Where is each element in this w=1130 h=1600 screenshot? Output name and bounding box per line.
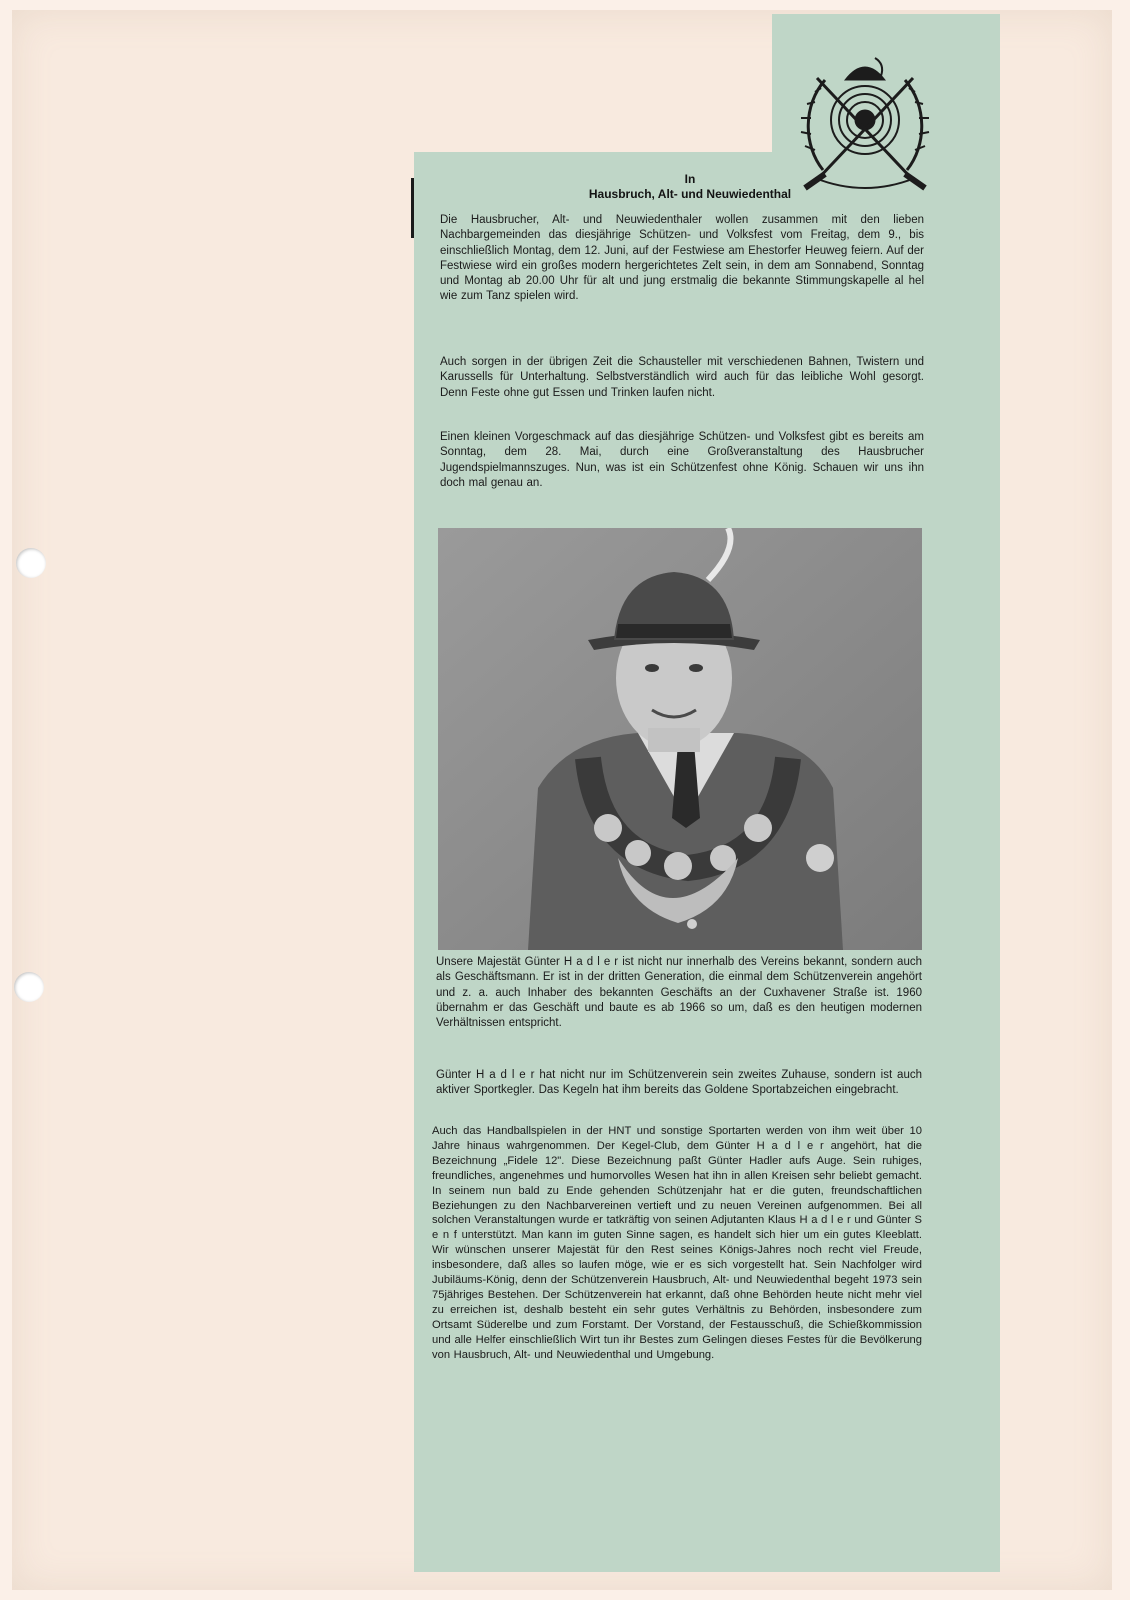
paragraph-sport: Günter H a d l e r hat nicht nur im Schützenverein sein zweites Zuhause, sondern ist auch aktiver Sportkegler. Das Kegeln hat ihm bereits das Goldene Sportabzeichen eingebracht. bbox=[436, 1069, 922, 1097]
article-headline bbox=[440, 172, 940, 202]
clipping-edge-line bbox=[411, 178, 414, 238]
paragraph-preview: Einen kleinen Vorgeschmack auf das diesjährige Schützen- und Volksfest gibt es bereits am Sonntag, dem 28. Mai, durch eine Großveranstaltung des Hausbrucher Jugendspielmannszuges. Nun, was ist ein Schützenfest ohne König. Schauen wir uns ihn doch mal genau an. bbox=[440, 431, 924, 489]
paragraph-intro: Die Hausbrucher, Alt- und Neuwiedenthaler wollen zusammen mit den lieben Nachbargemeinden das diesjährige Schützen- und Volksfest vom Freitag, dem 9., bis einschließlich Montag, dem 12. Juni, auf der Festwiese am Ehestorfer Heuweg feiern. Auf der Festwiese wird ein großes modern hergerichtetes Zelt sein, in dem am Sonnabend, Sonntag und Montag ab 20.00 Uhr für alt und jung erstmalig die bekannte Stimmungskapelle al hel wie zum Tanz spielen wird. bbox=[440, 214, 924, 303]
paragraph-closing: Auch das Handballspielen in der HNT und sonstige Sportarten werden von ihm weit über 10 Jahre hinaus wahrgenommen. Der Kegel-Club, dem Günter H a d l e r angehört, hat die Bezeichnung „Fidele 12". Diese Bezeichnung paßt Günter Hadler aufs Auge. Sein ruhiges, freundliches, angenehmes und humorvolles Wesen hat ihn in allen Kreisen sehr beliebt gemacht. In seinem nun bald zu Ende gehenden Schützenjahr hat er die guten, freundschaftlichen Beziehungen zu den Nachbarvereinen vertieft und zu neuen Vereinen aufgenommen. Bei all solchen Veranstaltungen wurde er tatkräftig von seinen Adjutanten Klaus H a d l e r und Günter S e n f unterstützt. Man kann im guten Sinne sagen, es handelt sich hier um ein gutes Kleeblatt. Wir wünschen unserer Majestät für den Rest seines Königs-Jahres noch recht viel Freude, insbesondere, daß alles so laufen möge, wie er es sich vorgestellt hat. Sein Nachfolger wird Jubiläums-König, denn der Schützenverein Hausbruch, Alt- und Neuwiedenthal begeht 1973 sein 75jähriges Bestehen. Der Schützenverein hat erkannt, daß ohne Behörden heute nicht mehr viel zu erreichen ist, deshalb besteht ein sehr gutes Verhältnis zu Behörden, insbesondere zum Ortsamt Süderelbe und zum Forstamt. Der Vorstand, der Festausschuß, die Schießkommission und alle Helfer einschließlich Wirt tun ihr Bestes zum Gelingen dieses Festes für die Bevölkerung von Hausbruch, Alt- und Neuwiedenthal und Umgebung. bbox=[432, 1125, 922, 1361]
king-portrait-photo bbox=[438, 528, 922, 950]
punch-hole-upper bbox=[16, 548, 46, 578]
paragraph-entertainment: Auch sorgen in der übrigen Zeit die Schausteller mit verschiedenen Bahnen, Twistern und Karussells für Unterhaltung. Selbstverständlich wird auch für das leibliche Wohl gesorgt. Denn Feste ohne gut Essen und Trinken laufen nicht. bbox=[440, 356, 924, 399]
headline-line-2: Hausbruch, Alt- und Neuwiedenthal bbox=[588, 187, 792, 201]
punch-hole-lower bbox=[14, 972, 44, 1002]
paragraph-king: Unsere Majestät Günter H a d l e r ist nicht nur innerhalb des Vereins bekannt, sondern auch als Geschäftsmann. Er ist in der dritten Generation, die einmal dem Schützenverein angehört und z. a. auch Inhaber des bekannten Geschäfts an der Cuxhavener Straße ist. 1960 übernahm er das Geschäft und baute es ab 1966 so um, daß es den heutigen modernen Verhältnissen entspricht. bbox=[436, 956, 922, 1030]
headline-line-1: In bbox=[684, 172, 696, 186]
